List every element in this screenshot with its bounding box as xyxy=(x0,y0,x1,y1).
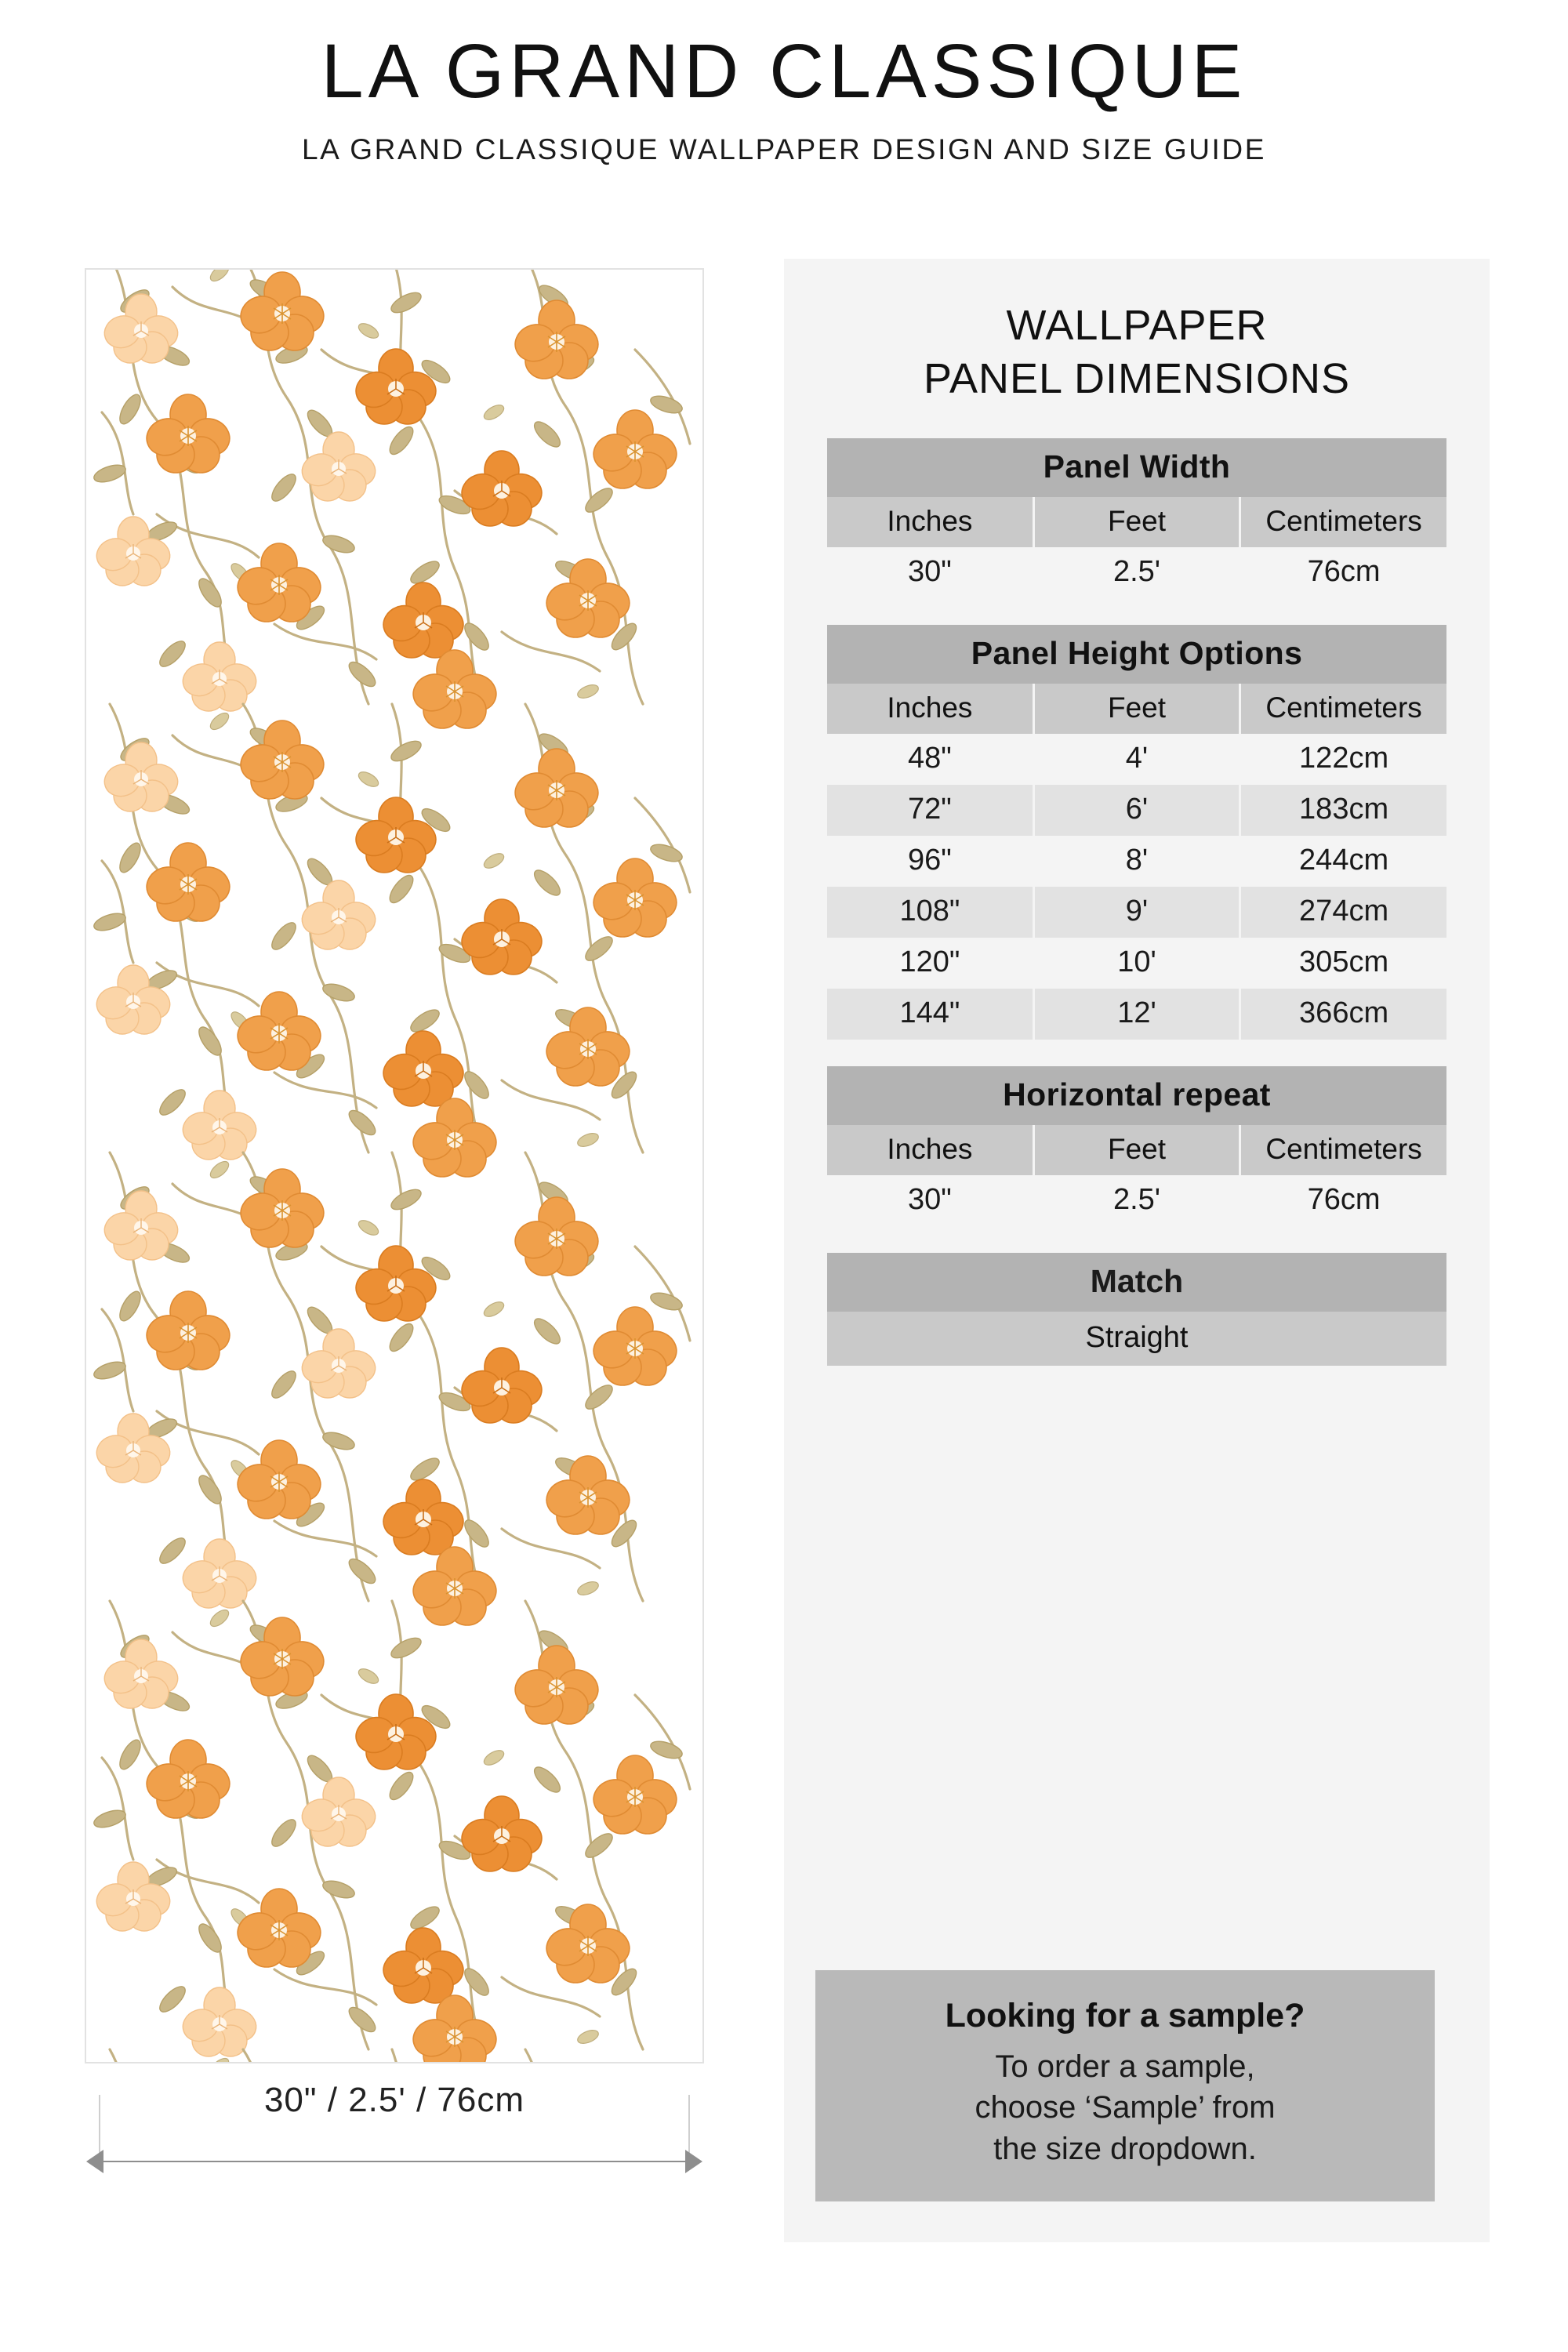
column-header-feet: Feet xyxy=(1033,1125,1240,1175)
column-header-inches: Inches xyxy=(827,497,1033,547)
panel-width-heading-row xyxy=(827,438,1446,497)
table-row xyxy=(827,1175,1446,1226)
sample-line-3: the size dropdown. xyxy=(993,2132,1257,2167)
horizontal-repeat-heading: Horizontal repeat xyxy=(827,1066,1446,1125)
panel-height-heading-row xyxy=(827,625,1446,684)
cell-feet: 8' xyxy=(1033,836,1240,887)
page-body xyxy=(0,259,1568,2266)
cell-feet: 12' xyxy=(1033,989,1240,1040)
horizontal-repeat-column-row xyxy=(827,1125,1446,1175)
cell-feet: 2.5' xyxy=(1033,1175,1240,1226)
column-header-feet: Feet xyxy=(1033,497,1240,547)
column-header-centimeters: Centimeters xyxy=(1240,684,1446,734)
cell-inches: 96" xyxy=(827,836,1033,887)
wallpaper-swatch xyxy=(85,268,704,2063)
panel-width-table xyxy=(827,438,1446,598)
match-value: Straight xyxy=(827,1312,1446,1366)
cell-feet: 10' xyxy=(1033,938,1240,989)
cell-centimeters: 366cm xyxy=(1240,989,1446,1040)
column-header-inches: Inches xyxy=(827,684,1033,734)
match-heading: Match xyxy=(827,1253,1446,1312)
sample-title: Looking for a sample? xyxy=(945,1996,1305,2034)
cell-inches: 30" xyxy=(827,547,1033,598)
panel-width-measure xyxy=(85,2067,704,2200)
cell-centimeters: 244cm xyxy=(1240,836,1446,887)
cell-feet: 9' xyxy=(1033,887,1240,938)
horizontal-repeat-table xyxy=(827,1066,1446,1226)
cell-inches: 48" xyxy=(827,734,1033,785)
cell-inches: 72" xyxy=(827,785,1033,836)
cell-centimeters: 183cm xyxy=(1240,785,1446,836)
cell-centimeters: 76cm xyxy=(1240,1175,1446,1226)
measure-line xyxy=(99,2161,690,2162)
table-row xyxy=(827,785,1446,836)
panel-width-heading: Panel Width xyxy=(827,438,1446,497)
cell-inches: 144" xyxy=(827,989,1033,1040)
panel-height-column-row xyxy=(827,684,1446,734)
table-row xyxy=(827,547,1446,598)
arrow-left-icon xyxy=(86,2150,103,2173)
specs-title xyxy=(815,299,1458,405)
cell-centimeters: 122cm xyxy=(1240,734,1446,785)
table-row xyxy=(827,836,1446,887)
page-header xyxy=(0,0,1568,166)
cell-centimeters: 76cm xyxy=(1240,547,1446,598)
panel-width-column-row xyxy=(827,497,1446,547)
panel-height-table xyxy=(827,625,1446,1040)
specs-title-line2: PANEL DIMENSIONS xyxy=(923,354,1351,402)
cell-feet: 6' xyxy=(1033,785,1240,836)
page-title: LA GRAND CLASSIQUE xyxy=(321,28,1247,114)
arrow-right-icon xyxy=(685,2150,702,2173)
specs-title-line1: WALLPAPER xyxy=(1006,302,1268,349)
sample-callout xyxy=(815,1970,1435,2201)
table-row xyxy=(827,734,1446,785)
column-header-centimeters: Centimeters xyxy=(1240,497,1446,547)
horizontal-repeat-heading-row xyxy=(827,1066,1446,1125)
match-section xyxy=(815,1253,1458,1366)
panel-height-heading: Panel Height Options xyxy=(827,625,1446,684)
sample-line-1: To order a sample, xyxy=(995,2049,1255,2084)
column-header-inches: Inches xyxy=(827,1125,1033,1175)
cell-centimeters: 305cm xyxy=(1240,938,1446,989)
cell-inches: 30" xyxy=(827,1175,1033,1226)
column-header-centimeters: Centimeters xyxy=(1240,1125,1446,1175)
panel-width-caption: 30" / 2.5' / 76cm xyxy=(263,2081,525,2119)
specs-panel xyxy=(784,259,1490,2242)
sample-line-2: choose ‘Sample’ from xyxy=(975,2090,1276,2125)
cell-inches: 120" xyxy=(827,938,1033,989)
cell-feet: 2.5' xyxy=(1033,547,1240,598)
column-header-feet: Feet xyxy=(1033,684,1240,734)
table-row xyxy=(827,887,1446,938)
wallpaper-panel-section xyxy=(85,268,704,2200)
cell-feet: 4' xyxy=(1033,734,1240,785)
page-subtitle: LA GRAND CLASSIQUE WALLPAPER DESIGN AND SIZE GUIDE xyxy=(301,132,1266,165)
table-row xyxy=(827,938,1446,989)
table-row xyxy=(827,989,1446,1040)
cell-inches: 108" xyxy=(827,887,1033,938)
cell-centimeters: 274cm xyxy=(1240,887,1446,938)
